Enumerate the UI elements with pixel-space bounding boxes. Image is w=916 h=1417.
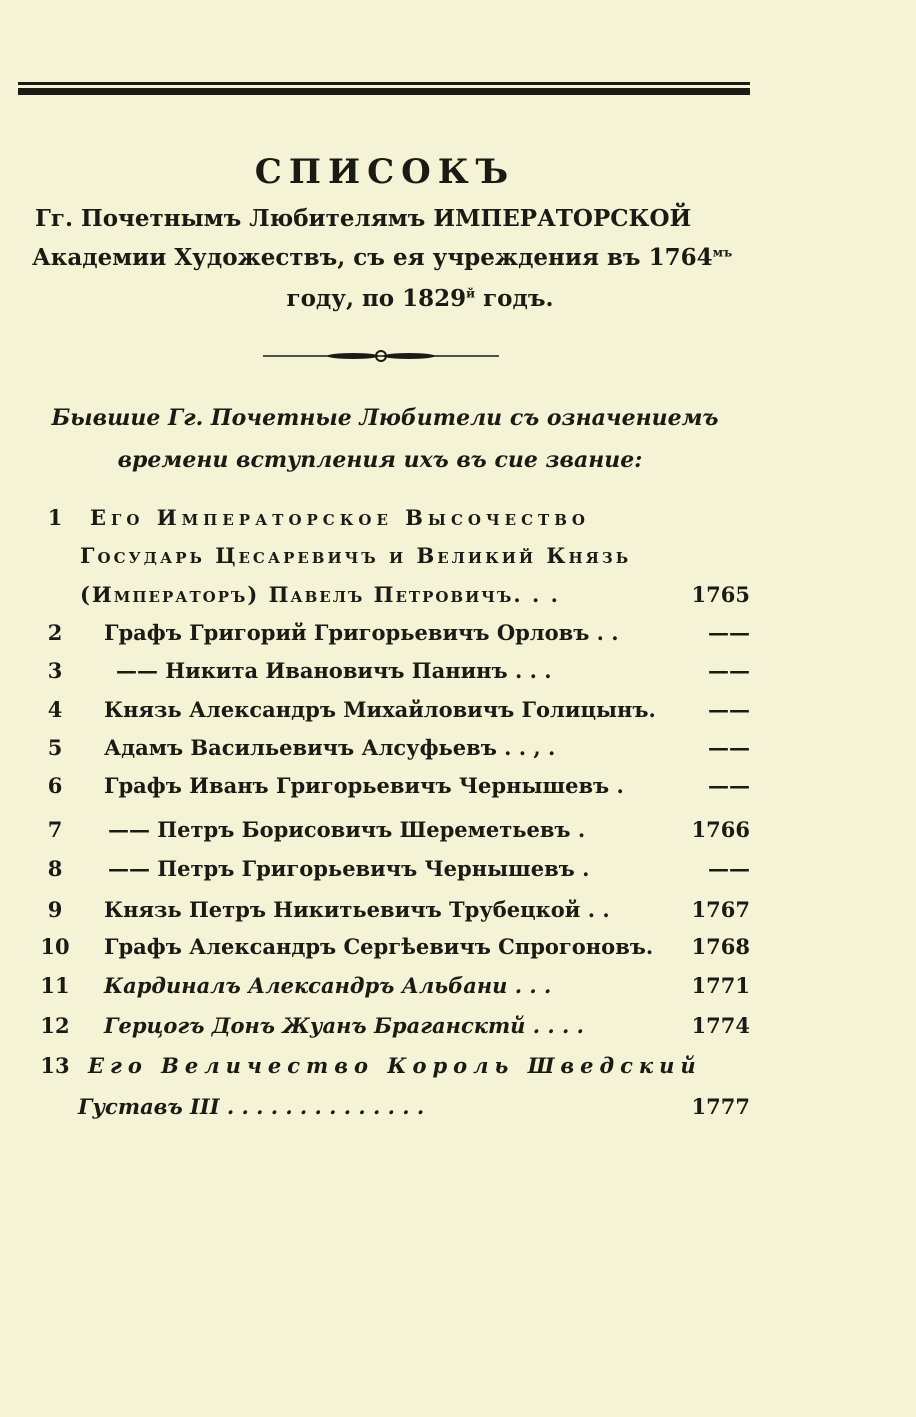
list-item-2 <box>0 620 916 658</box>
entry-year: 1777 <box>691 1094 750 1119</box>
list-item-7 <box>0 817 916 855</box>
entry-number: 7 <box>47 817 63 842</box>
list-item-1 <box>0 505 916 543</box>
entry-name-line: (Императоръ) Павелъ Петровичъ. . . <box>80 582 560 607</box>
list-item-13-cont <box>0 1094 916 1132</box>
entry-name-line: Его Величество Король Шведский <box>88 1053 702 1078</box>
entry-name: Графъ Иванъ Григорьевичъ Чернышевъ . <box>104 773 624 798</box>
entry-year: 1765 <box>691 582 750 607</box>
entry-year: —— <box>708 697 750 722</box>
entry-year: 1768 <box>691 934 750 959</box>
entry-name: Графъ Григорий Григорьевичъ Орловъ . . <box>104 620 619 645</box>
subtitle-line-1: Гг. Почетнымъ Любителямъ ИМПЕРАТОРСКОЙ <box>35 205 692 232</box>
page-title: СПИСОКЪ <box>254 152 516 192</box>
entry-year: 1771 <box>691 973 750 998</box>
entry-number: 1 <box>47 505 63 530</box>
entry-name-line: Его Императорское Высочество <box>90 505 590 530</box>
list-item-12 <box>0 1013 916 1051</box>
top-double-rule <box>18 82 750 98</box>
entry-name: Адамъ Васильевичъ Алсуфьевъ . . , . <box>104 735 556 760</box>
list-item-1-cont <box>0 543 916 581</box>
intro-line-1: Бывшие Гг. Почетные Любители съ означениемъ <box>51 405 719 431</box>
entry-year: 1766 <box>691 817 750 842</box>
intro-line-2: времени вступления ихъ въ сие звание: <box>117 447 643 473</box>
list-item-4 <box>0 697 916 735</box>
entry-number: 6 <box>47 773 63 798</box>
entry-name: Князь Александръ Михайловичъ Голицынъ. <box>104 697 656 722</box>
entry-name: —— Петръ Григорьевичъ Чернышевъ . <box>108 856 590 881</box>
entry-year: —— <box>708 856 750 881</box>
list-item-1-cont2 <box>0 582 916 620</box>
entry-name: Князь Петръ Никитьевичъ Трубецкой . . <box>104 897 610 922</box>
entry-year: —— <box>708 773 750 798</box>
list-item-10 <box>0 934 916 972</box>
entry-name: Кардиналъ Александръ Альбани . . . <box>104 973 552 998</box>
entry-number: 9 <box>47 897 63 922</box>
entry-year: —— <box>708 620 750 645</box>
entry-name: —— Петръ Борисовичъ Шереметьевъ . <box>108 817 586 842</box>
entry-name-line: Густавъ III . . . . . . . . . . . . . . <box>78 1094 425 1119</box>
subtitle-line-3: году, по $1829^й$ годъ. <box>286 285 554 312</box>
entry-number: 4 <box>47 697 63 722</box>
list-item-5 <box>0 735 916 773</box>
entry-year: —— <box>708 735 750 760</box>
list-item-3 <box>0 658 916 696</box>
list-item-9 <box>0 897 916 935</box>
entry-number: 12 <box>40 1013 70 1038</box>
entry-year: —— <box>708 658 750 683</box>
subtitle-line-2: Академии Художествъ, съ ея учреждения въ $1764^{мъ}$ <box>32 244 733 271</box>
list-item-8 <box>0 856 916 894</box>
entry-number: 10 <box>40 934 70 959</box>
entry-name: —— Никита Ивановичъ Панинъ . . . <box>116 658 552 683</box>
entry-name: Графъ Александръ Сергѣевичъ Спрогоновъ. <box>104 934 654 959</box>
entry-name-line: Государь Цесаревичъ и Великий Князь <box>80 543 632 568</box>
list-item-11 <box>0 973 916 1011</box>
entry-year: 1774 <box>691 1013 750 1038</box>
entry-number: 3 <box>47 658 63 683</box>
entry-name: Герцогъ Донъ Жуанъ Брагансктй . . . . <box>104 1013 584 1038</box>
entry-number: 8 <box>47 856 63 881</box>
entry-year: 1767 <box>691 897 750 922</box>
entry-number: 2 <box>47 620 63 645</box>
list-item-13 <box>0 1053 916 1091</box>
entry-number: 11 <box>40 973 70 998</box>
entry-number: 5 <box>47 735 63 760</box>
ornament-divider-icon <box>263 348 499 364</box>
list-item-6 <box>0 773 916 811</box>
entry-number: 13 <box>40 1053 70 1078</box>
